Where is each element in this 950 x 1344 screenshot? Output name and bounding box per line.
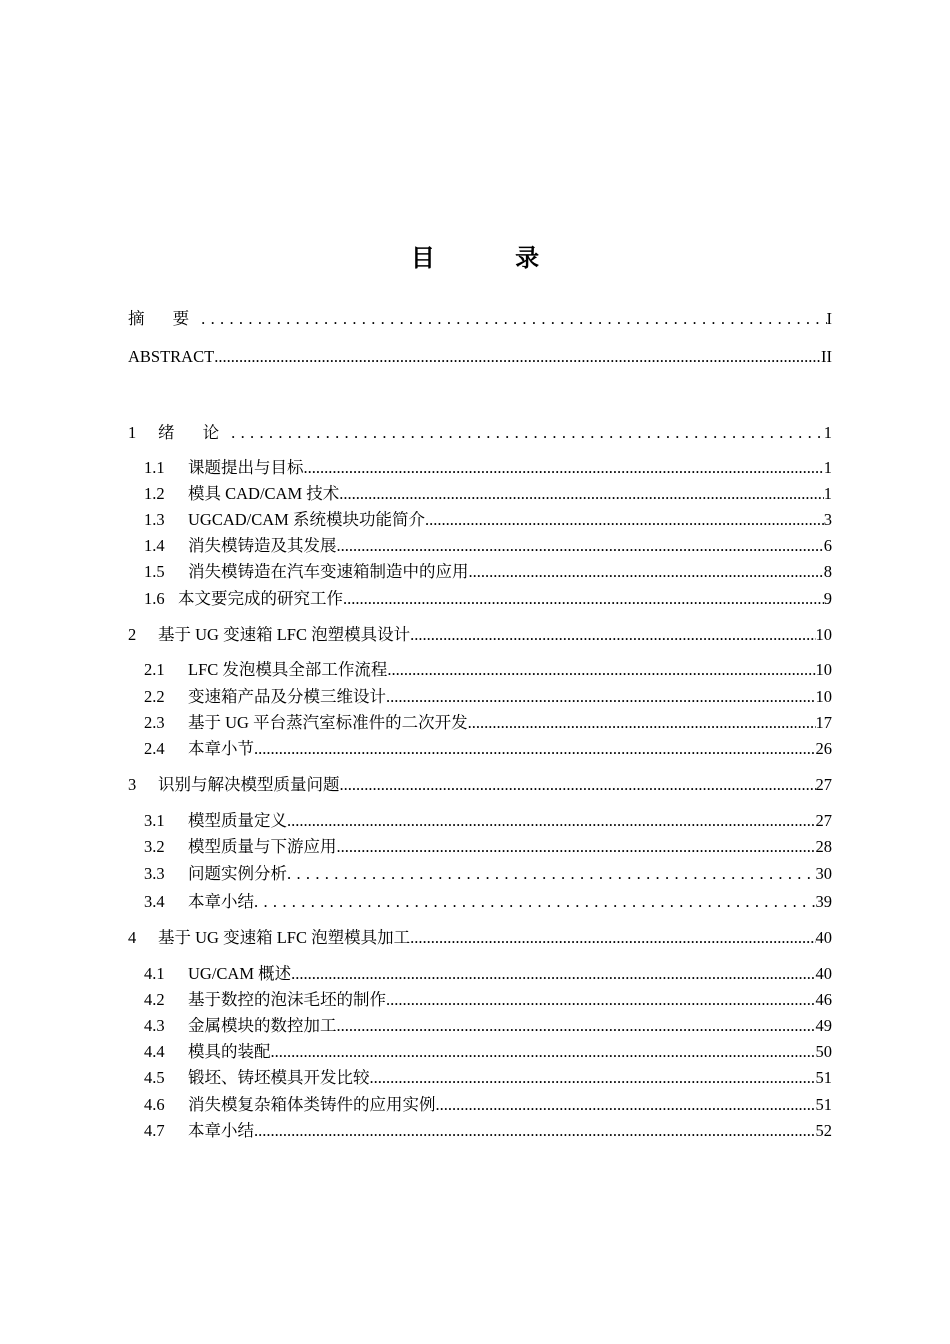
toc-leader [304,457,824,479]
toc-entry-section[interactable] [144,1094,832,1116]
toc-entry-number: 2.1 [144,660,165,679]
toc-entry-page: 1 [823,458,832,477]
toc-entry-chapter[interactable] [128,624,832,646]
toc-entry-section[interactable] [144,891,832,913]
toc-entry-label: 模具的装配 [188,1042,271,1061]
toc-leader [254,738,816,760]
toc-entry-label: 课题提出与目标 [188,458,304,477]
toc-entry-page: 3 [823,510,832,529]
toc-entry-number: 2.2 [144,687,165,706]
toc-entry-chapter[interactable] [128,927,832,949]
toc-entry-page: 27 [815,775,832,794]
toc-leader [254,1120,816,1142]
toc-entry-section[interactable] [144,686,832,708]
toc-entry-page: 39 [815,892,832,911]
toc-entry-number: 4.5 [144,1068,165,1087]
toc-leader [337,836,816,858]
toc-leader [410,927,815,949]
toc-entry-page: 8 [823,562,832,581]
toc-entry-label: 基于数控的泡沫毛坯的制作 [188,990,386,1009]
toc-entry-page: 1 [823,484,832,503]
toc-entry-page: 28 [815,837,832,856]
toc-leader [387,659,815,681]
toc-entry-section[interactable] [144,1067,832,1089]
toc-entry-number: 4.4 [144,1042,165,1061]
toc-entry-number: 3.1 [144,811,165,830]
toc-entry-label: UG/CAM 概述 [188,964,292,983]
toc-entry-label: 基于 UG 平台蒸汽室标准件的二次开发 [188,713,468,732]
toc-entry-page: 10 [815,625,832,644]
toc-entry-section[interactable] [144,483,832,505]
toc-entry-label: 摘 要 [128,309,202,328]
toc-entry-chapter[interactable] [128,422,832,444]
toc-entry-abstract-en[interactable] [128,346,832,368]
toc-entry-page: 49 [815,1016,832,1035]
toc-entry-abstract-cn[interactable] [128,308,832,330]
toc-entry-section[interactable] [144,738,832,760]
toc-entry-section[interactable] [144,457,832,479]
toc-entry-label: 本章小结 [188,892,254,911]
toc-entry-section[interactable] [144,1041,832,1063]
toc-entry-number: 1.6 [144,589,165,608]
toc-entry-label: 消失模铸造在汽车变速箱制造中的应用 [188,562,469,581]
toc-entry-label: 锻坯、铸坯模具开发比较 [188,1068,370,1087]
toc-entry-page: 52 [815,1121,832,1140]
toc-entry-page: 10 [815,660,832,679]
toc-entry-page: 40 [815,964,832,983]
toc-entry-number: 3.4 [144,892,165,911]
toc-entry-section[interactable] [144,535,832,557]
toc-leader [436,1094,816,1116]
toc-leader [340,774,816,796]
toc-leader [291,963,815,985]
toc-entry-number: 2.3 [144,713,165,732]
toc-entry-number: 4.3 [144,1016,165,1035]
toc-entry-number: 4.1 [144,964,165,983]
toc-entry-number: 3 [128,775,137,794]
toc-entry-page: II [821,347,832,366]
toc-entry-page: 51 [815,1095,832,1114]
toc-entry-section[interactable] [144,810,832,832]
toc-entry-chapter[interactable] [128,774,832,796]
toc-entry-number: 2 [128,625,137,644]
toc-entry-section[interactable] [144,963,832,985]
toc-entry-label: 消失模铸造及其发展 [188,536,337,555]
toc-entry-section[interactable] [144,1120,832,1142]
toc-leader [287,863,816,885]
toc-entry-label: UGCAD/CAM 系统模块功能简介 [188,510,425,529]
toc-entry-label: 模型质量与下游应用 [188,837,337,856]
toc-leader [254,891,816,913]
toc-leader [469,561,824,583]
toc-leader [287,810,816,832]
toc-entry-number: 4.7 [144,1121,165,1140]
toc-entry-number: 2.4 [144,739,165,758]
toc-entry-number: 3.3 [144,864,165,883]
toc-entry-number: 4.6 [144,1095,165,1114]
toc-entry-section[interactable] [144,659,832,681]
toc-entry-label: 本章小节 [188,739,254,758]
toc-entry-page: 1 [823,423,832,442]
toc-entry-page: 10 [815,687,832,706]
toc-entry-label: 本章小结 [188,1121,254,1140]
toc-leader [339,483,823,505]
toc-leader [410,624,815,646]
toc-entry-label: 基于 UG 变速箱 LFC 泡塑模具设计 [158,625,411,644]
toc-entry-label: 本文要完成的研究工作 [178,589,343,608]
toc-leader [343,588,824,610]
toc-leader [337,535,824,557]
toc-title: 目 录 [410,244,576,272]
toc-leader [468,712,816,734]
toc-entry-label: 模具 CAD/CAM 技术 [188,484,340,503]
toc-entry-label: LFC 发泡模具全部工作流程 [188,660,388,679]
toc-entry-page: 40 [815,928,832,947]
toc-entry-number: 1.3 [144,510,165,529]
toc-entry-label: 模型质量定义 [188,811,287,830]
toc-entry-page: 6 [823,536,832,555]
toc-entry-page: 51 [815,1068,832,1087]
toc-entry-label: 消失模复杂箱体类铸件的应用实例 [188,1095,436,1114]
toc-entry-page: 9 [823,589,832,608]
toc-leader [337,1015,816,1037]
toc-entry-section[interactable] [144,863,832,885]
toc-entry-page: 50 [815,1042,832,1061]
toc-entry-section[interactable] [144,509,832,531]
toc-entry-number: 1.4 [144,536,165,555]
toc-entry-page: 27 [815,811,832,830]
toc-entry-label: 金属模块的数控加工 [188,1016,337,1035]
toc-entry-label: 基于 UG 变速箱 LFC 泡塑模具加工 [158,928,411,947]
toc-entry-section[interactable] [144,712,832,734]
toc-leader [231,422,824,444]
toc-leader [386,989,816,1011]
toc-entry-page: 46 [815,990,832,1009]
toc-entry-page: I [826,309,832,328]
toc-entry-number: 1.1 [144,458,165,477]
toc-entry-section[interactable] [144,1015,832,1037]
toc-entry-label: ABSTRACT [128,347,215,366]
toc-leader [271,1041,816,1063]
toc-leader [201,308,826,330]
toc-entry-page: 30 [815,864,832,883]
toc-entry-label: 问题实例分析 [188,864,287,883]
toc-entry-page: 26 [815,739,832,758]
toc-entry-number: 4.2 [144,990,165,1009]
toc-entry-label: 变速箱产品及分模三维设计 [188,687,386,706]
toc-entry-number: 3.2 [144,837,165,856]
toc-leader [386,686,816,708]
toc-leader [425,509,824,531]
toc-leader [214,346,821,368]
toc-entry-section[interactable] [144,989,832,1011]
toc-leader [370,1067,816,1089]
toc-entry-page: 17 [815,713,832,732]
toc-entry-number: 1.2 [144,484,165,503]
toc-entry-section[interactable] [144,561,832,583]
toc-entry-number: 1 [128,423,137,442]
toc-entry-number: 4 [128,928,137,947]
toc-entry-label: 识别与解决模型质量问题 [158,775,340,794]
toc-entry-number: 1.5 [144,562,165,581]
toc-entry-label: 绪 论 [158,423,232,442]
toc-entry-section[interactable] [144,836,832,858]
toc-entry-section[interactable] [144,588,832,610]
